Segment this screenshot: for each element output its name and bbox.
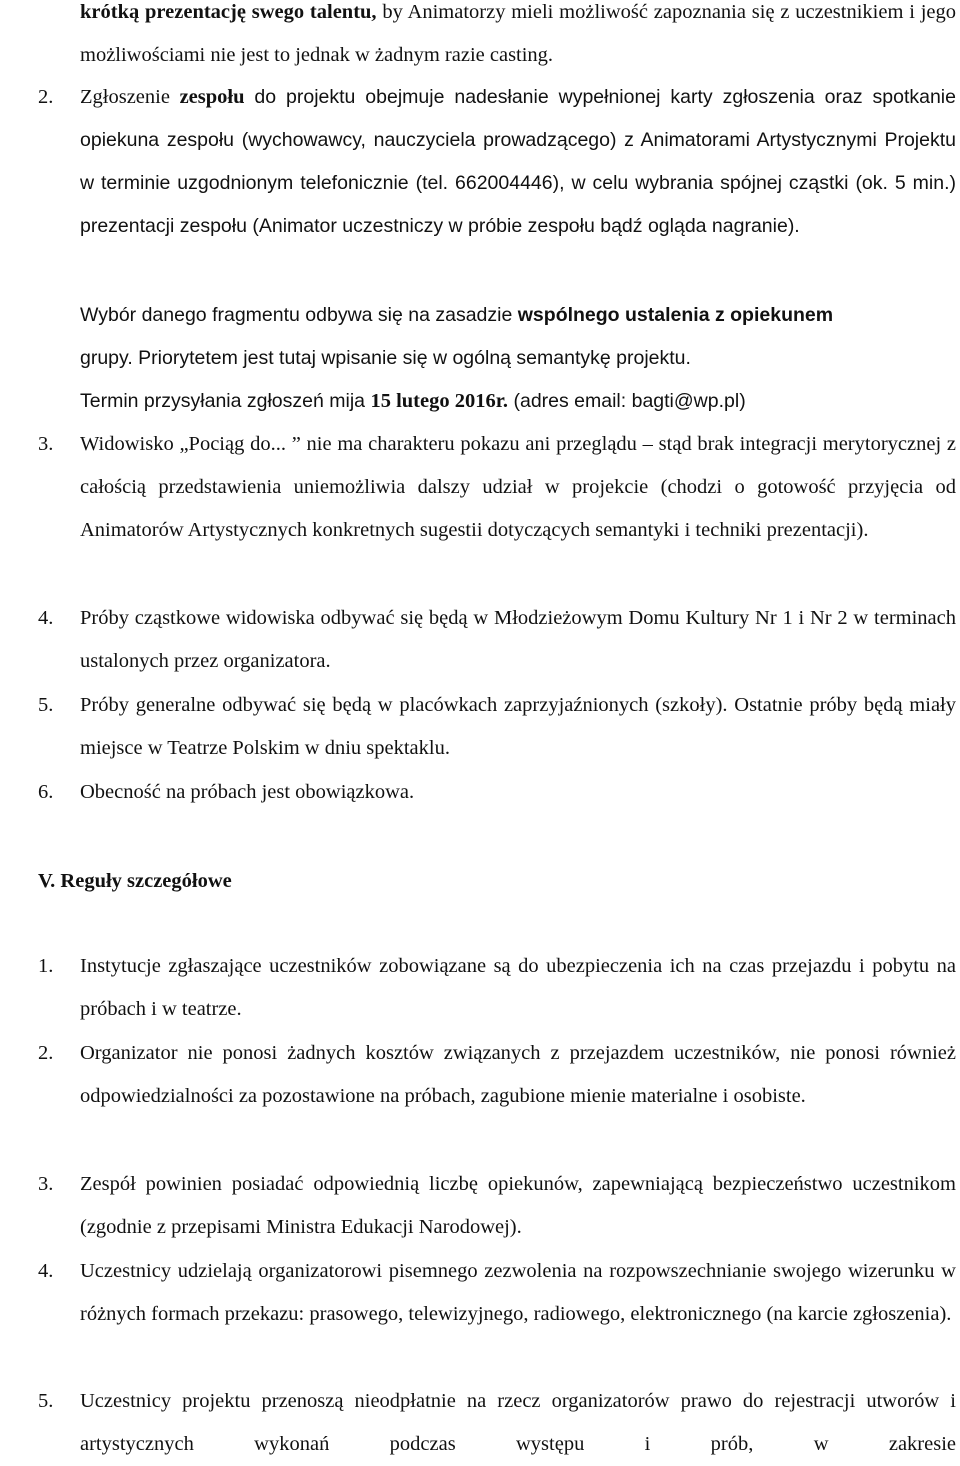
item-number: 6.: [38, 781, 54, 803]
item-text: do projektu obejmuje nadesłanie wypełnionej karty zgłoszenia oraz spotkanie opiekuna zespołu (wychowawcy, nauczyciela prowadzącego) z Animatorami Artystycznymi Projektu w terminie uzgodnionym telefonicznie (tel. 662004446), w celu wybrania spójnej cząstki (ok. 5 min.) prezentacji zespołu (Animator uczestniczy w próbie zespołu bądź ogląda nagranie).: [80, 86, 956, 237]
intro-text: by Animatorzy mieli możliwość zapoznania się z uczestnikiem i jego możliwościami nie jest to jednak w żadnym razie casting.: [80, 1, 956, 66]
intro-paragraph: [80, 0, 956, 77]
item-text: Uczestnicy projektu przenoszą nieodpłatnie na rzecz organizatorów prawo do rejestracji utworów i artystycznych wykonań podczas występu i prób, w zakresie: [80, 1390, 956, 1455]
rule-item-6: [38, 771, 956, 814]
section-v-item-2: [38, 1032, 956, 1118]
rule-item-5: [38, 684, 956, 770]
item-text: Uczestnicy udzielają organizatorowi pisemnego zezwolenia na rozpowszechnianie swojego wizerunku w różnych formach przekazu: prasowego, telewizyjnego, radiowego, elektronicznego (na karcie zgłoszenia).: [80, 1260, 956, 1325]
item-bold-text: zespołu: [179, 86, 245, 108]
item-number: 4.: [38, 1260, 54, 1282]
rule-item-2-priority: [80, 337, 956, 380]
item-text: Termin przysyłania zgłoszeń mija: [80, 390, 371, 412]
item-number: 3.: [38, 433, 54, 455]
item-text: Wybór danego fragmentu odbywa się na zasadzie: [80, 304, 518, 326]
item-number: 5.: [38, 694, 54, 716]
rule-item-2: [38, 76, 956, 248]
item-text: grupy. Priorytetem jest tutaj wpisanie się w ogólną semantykę projektu.: [80, 347, 691, 369]
section-v-item-4: [38, 1250, 956, 1336]
item-text: Organizator nie ponosi żadnych kosztów związanych z przejazdem uczestników, nie ponosi również odpowiedzialności za pozostawione na próbach, zagubione mienie materialne i osobiste.: [80, 1042, 956, 1107]
item-number: 3.: [38, 1173, 54, 1195]
item-text: Zespół powinien posiadać odpowiednią liczbę opiekunów, zapewniającą bezpieczeństwo uczestnikom (zgodnie z przepisami Ministra Edukacji Narodowej).: [80, 1173, 956, 1238]
rule-item-3: [38, 423, 956, 552]
item-text: Obecność na próbach jest obowiązkowa.: [80, 781, 415, 803]
intro-bold-text: krótką prezentację swego talentu,: [80, 1, 377, 23]
item-number: 1.: [38, 955, 54, 977]
rule-item-4: [38, 597, 956, 683]
item-number: 5.: [38, 1390, 54, 1412]
item-text: (adres email: bagti@wp.pl): [508, 390, 746, 412]
item-text: Próby generalne odbywać się będą w placówkach zaprzyjaźnionych (szkoły). Ostatnie próby będą miały miejsce w Teatrze Polskim w dniu spektaklu.: [80, 694, 956, 759]
item-bold-text: 15 lutego 2016r.: [370, 390, 509, 412]
rule-item-2-deadline: [80, 380, 956, 423]
rule-item-2-selection: [80, 294, 956, 337]
item-text: Zgłoszenie: [80, 86, 180, 108]
item-bold-text: wspólnego ustalenia z opiekunem: [517, 304, 834, 326]
item-text: Próby cząstkowe widowiska odbywać się będą w Młodzieżowym Domu Kultury Nr 1 i Nr 2 w terminach ustalonych przez organizatora.: [80, 607, 956, 672]
section-v-item-5: [38, 1380, 956, 1466]
section-v-item-3: [38, 1163, 956, 1249]
item-text: Widowisko „Pociąg do... ” nie ma charakteru pokazu ani przeglądu – stąd brak integracji merytorycznej z całością przedstawienia uniemożliwia dalszy udział w projekcie (chodzi o gotowość przyjęcia od Animatorów Artystycznych konkretnych sugestii dotyczących semantyki i techniki prezentacji).: [80, 433, 956, 541]
item-number: 2.: [38, 86, 54, 108]
item-text: Instytucje zgłaszające uczestników zobowiązane są do ubezpieczenia ich na czas przejazdu i pobytu na próbach i w teatrze.: [80, 955, 956, 1020]
section-heading: V. Reguły szczegółowe: [38, 870, 232, 892]
item-number: 4.: [38, 607, 54, 629]
item-number: 2.: [38, 1042, 54, 1064]
section-v-item-1: [38, 945, 956, 1031]
